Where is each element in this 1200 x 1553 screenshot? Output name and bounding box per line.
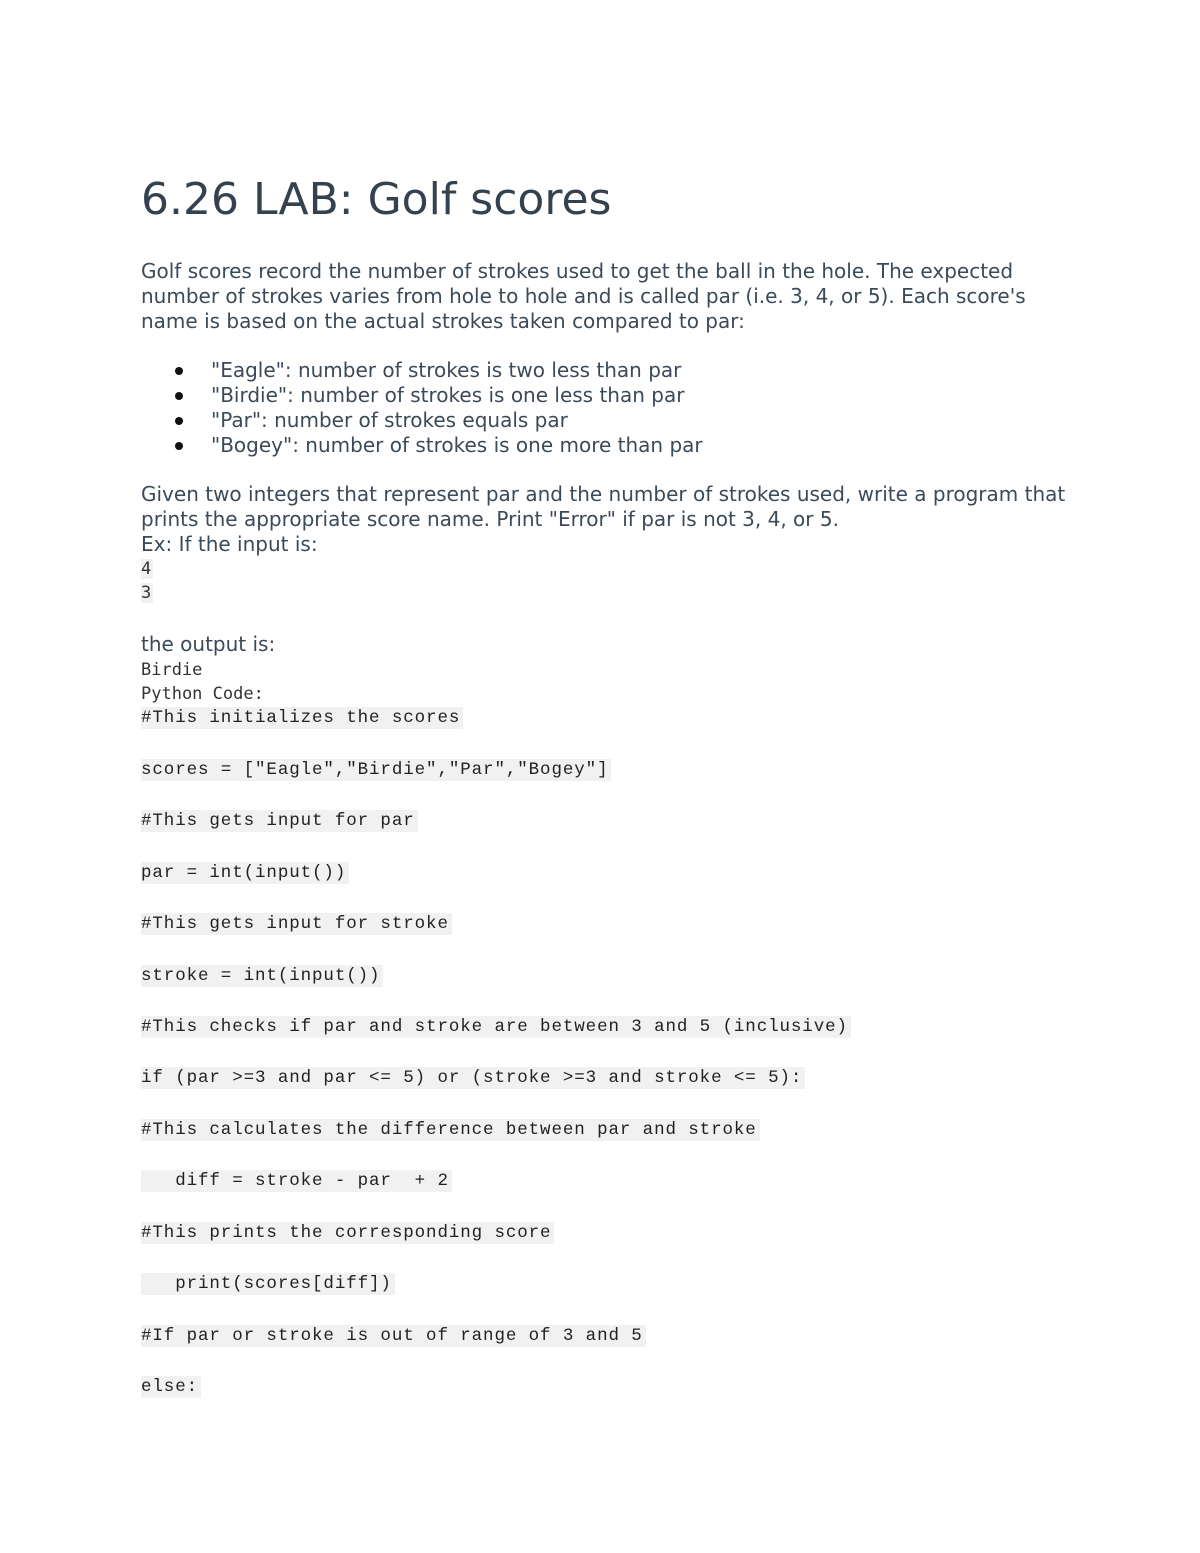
bullet-icon xyxy=(175,442,183,450)
code-line: par = int(input()) xyxy=(141,861,349,885)
list-item: "Bogey": number of strokes is one more than par xyxy=(211,433,703,458)
intro-paragraph: Golf scores record the number of strokes used to get the ball in the hole. The expected number of strokes varies from hole to hole and is called par (i.e. 3, 4, or 5). Each score's name is based on the actual strokes taken compared to par: xyxy=(141,259,1026,333)
page-title: 6.26 LAB: Golf scores xyxy=(141,174,612,225)
code-line: diff = stroke - par + 2 xyxy=(141,1169,452,1193)
code-line: stroke = int(input()) xyxy=(141,964,383,988)
code-line: #If par or stroke is out of range of 3 and 5 xyxy=(141,1324,646,1348)
code-line: #This gets input for par xyxy=(141,809,418,833)
example-input-strokes: 3 xyxy=(141,583,152,603)
code-line: #This calculates the difference between par and stroke xyxy=(141,1118,760,1142)
output-label: the output is: xyxy=(141,632,276,656)
example-label: Ex: If the input is: xyxy=(141,532,318,556)
code-line: print(scores[diff]) xyxy=(141,1272,395,1296)
example-input-block xyxy=(141,557,153,605)
code-line: #This prints the corresponding score xyxy=(141,1221,554,1245)
score-rules-list xyxy=(141,358,703,458)
list-item: "Birdie": number of strokes is one less than par xyxy=(211,383,703,408)
code-line: else: xyxy=(141,1375,201,1399)
code-line: #This gets input for stroke xyxy=(141,912,452,936)
example-output-block xyxy=(141,658,264,706)
list-item: "Par": number of strokes equals par xyxy=(211,408,703,433)
code-line: #This initializes the scores xyxy=(141,706,463,730)
list-item: "Eagle": number of strokes is two less than par xyxy=(211,358,703,383)
code-line: scores = ["Eagle","Birdie","Par","Bogey"] xyxy=(141,758,611,782)
bullet-icon xyxy=(175,417,183,425)
example-output: Birdie xyxy=(141,660,203,680)
task-text: Given two integers that represent par and the number of strokes used, write a program that prints the appropriate score name. Print "Error" if par is not 3, 4, or 5. xyxy=(141,482,1066,531)
example-input-par: 4 xyxy=(141,559,152,579)
task-paragraph xyxy=(141,482,1071,557)
code-heading: Python Code: xyxy=(141,684,264,704)
code-line: if (par >=3 and par <= 5) or (stroke >=3 and stroke <= 5): xyxy=(141,1066,805,1090)
bullet-icon xyxy=(175,367,183,375)
bullet-icon xyxy=(175,392,183,400)
code-line: #This checks if par and stroke are between 3 and 5 (inclusive) xyxy=(141,1015,851,1039)
